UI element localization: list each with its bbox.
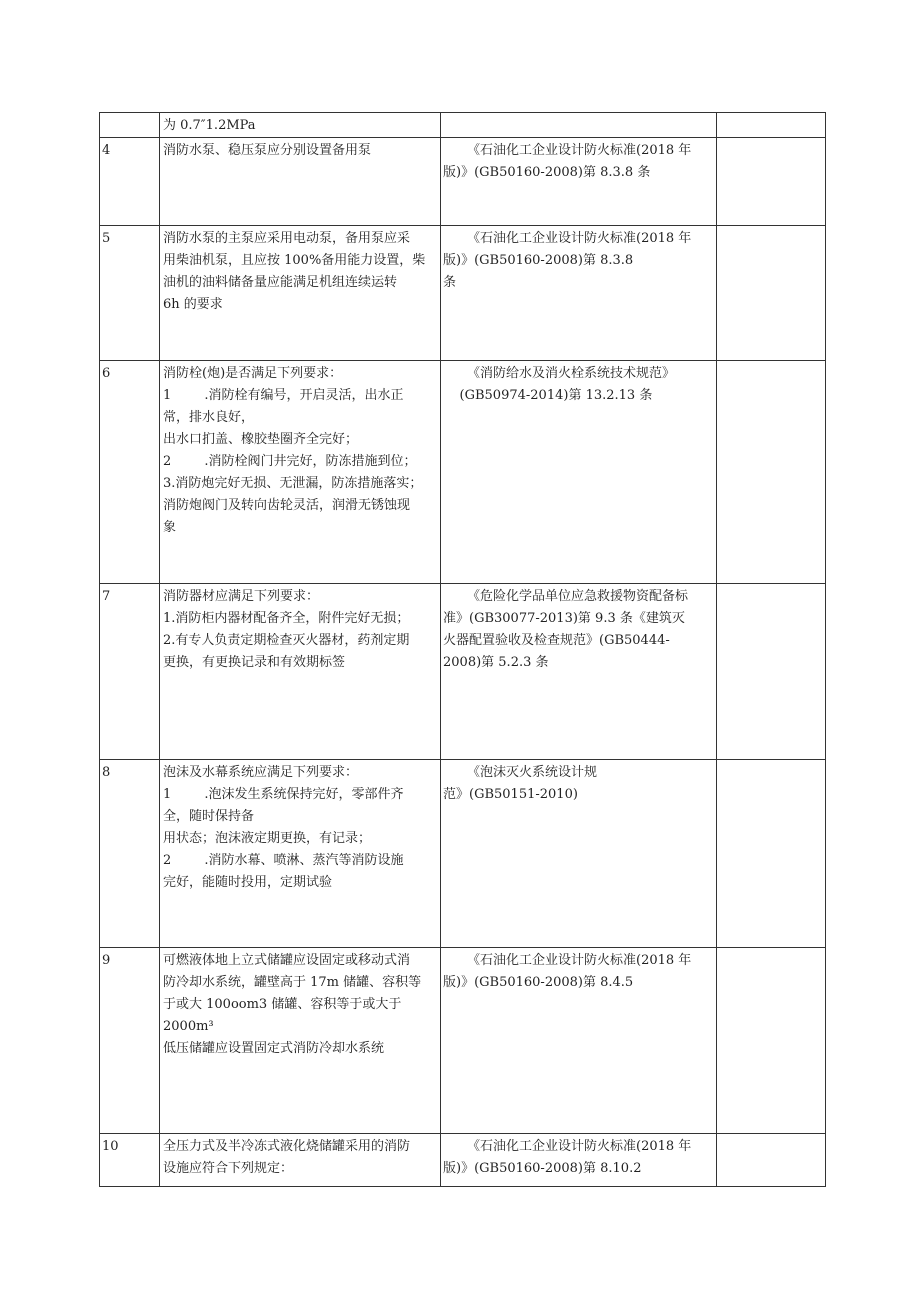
basis-cell xyxy=(441,584,717,760)
requirement-line: 6h 的要求 xyxy=(163,297,223,312)
requirement-line: 消防器材应满足下列要求： xyxy=(163,589,320,604)
requirement-line: 消防栓(炮)是否满足下列要求： xyxy=(163,366,343,381)
result-cell xyxy=(717,113,826,138)
requirement-line: 消防水泵的主泵应采用电动泵，备用泵应采 xyxy=(163,231,411,246)
basis-line: 版)》(GB50160-2008)第 8.3.8 条 xyxy=(443,165,651,180)
result-cell xyxy=(717,948,826,1134)
result-cell xyxy=(717,226,826,361)
inspection-table xyxy=(99,112,826,1187)
table-row xyxy=(100,948,826,1134)
requirement-line: 于或大 100oom3 储罐、容积等于或大于 xyxy=(163,997,402,1012)
basis-line: 《泡沫灭火系统设计规 xyxy=(467,765,598,780)
basis-line: 版)》(GB50160-2008)第 8.3.8 xyxy=(443,253,634,268)
basis-line: 《石油化工企业设计防火标准(2018 年 xyxy=(467,231,692,246)
requirement-line: 全压力式及半冷冻式液化烧储罐采用的消防 xyxy=(163,1139,411,1154)
requirement-line: 油机的油料储备量应能满足机组连续运转 xyxy=(163,275,398,290)
result-cell xyxy=(717,760,826,948)
basis-line: 火器配置验收及检查规范》(GB50444- xyxy=(443,633,670,648)
requirement-line: 消防水泵、稳压泵应分别设置备用泵 xyxy=(163,143,372,158)
basis-cell xyxy=(441,760,717,948)
item-number xyxy=(100,113,160,138)
basis-line: 《石油化工企业设计防火标准(2018 年 xyxy=(467,953,692,968)
requirement-line: 消防炮阀门及转向齿轮灵活，润滑无锈蚀现 xyxy=(163,498,411,513)
requirement-line: 防冷却水系统，罐壁高于 17m 储罐、容积等 xyxy=(163,975,422,990)
requirement-line: 更换，有更换记录和有效期标签 xyxy=(163,655,346,670)
basis-line: 2008)第 5.2.3 条 xyxy=(443,655,549,670)
table-row xyxy=(100,226,826,361)
result-cell xyxy=(717,584,826,760)
table-row xyxy=(100,138,826,226)
item-number: 8 xyxy=(100,760,160,948)
basis-line: 条 xyxy=(443,275,457,290)
basis-line: 《石油化工企业设计防火标准(2018 年 xyxy=(467,1139,692,1154)
basis-cell xyxy=(441,113,717,138)
table-row xyxy=(100,361,826,584)
item-number: 6 xyxy=(100,361,160,584)
item-number: 5 xyxy=(100,226,160,361)
requirement-line: 象 xyxy=(163,520,177,535)
requirement-line: 用状态；泡沫液定期更换，有记录； xyxy=(163,831,372,846)
requirement-line: 1 .消防栓有编号，开启灵活，出水正 xyxy=(163,388,404,403)
requirement-line: 1 .泡沫发生系统保持完好，零部件齐 xyxy=(163,787,404,802)
basis-line: 版)》(GB50160-2008)第 8.10.2 xyxy=(443,1161,642,1176)
basis-cell xyxy=(441,226,717,361)
basis-line: 范》(GB50151-2010) xyxy=(443,787,578,802)
requirement-line: 为 0.7″1.2MPa xyxy=(163,118,256,133)
item-number: 9 xyxy=(100,948,160,1134)
basis-cell xyxy=(441,361,717,584)
result-cell xyxy=(717,361,826,584)
table-row xyxy=(100,113,826,138)
result-cell xyxy=(717,138,826,226)
result-cell xyxy=(717,1134,826,1187)
basis-cell xyxy=(441,948,717,1134)
requirement-line: 完好，能随时投用，定期试验 xyxy=(163,875,333,890)
table-row xyxy=(100,760,826,948)
requirement-line: 可燃液体地上立式储罐应设固定或移动式消 xyxy=(163,953,411,968)
requirement-line: 2.有专人负责定期检查灭火器材，药剂定期 xyxy=(163,633,410,648)
basis-line: 《消防给水及消火栓系统技术规范》 xyxy=(467,366,676,381)
basis-line: 准》(GB30077-2013)第 9.3 条《建筑灭 xyxy=(443,611,685,626)
requirement-cell xyxy=(160,138,441,226)
requirement-cell xyxy=(160,361,441,584)
requirement-cell xyxy=(160,760,441,948)
requirement-line: 出水口扪盖、橡胶垫圈齐全完好； xyxy=(163,432,359,447)
requirement-cell xyxy=(160,948,441,1134)
basis-line: (GB50974-2014)第 13.2.13 条 xyxy=(443,388,653,403)
requirement-line: 1.消防柜内器材配备齐全，附件完好无损； xyxy=(163,611,410,626)
requirement-line: 2000m³ xyxy=(163,1019,214,1034)
basis-line: 《危险化学品单位应急救援物资配备标 xyxy=(467,589,689,604)
basis-cell xyxy=(441,1134,717,1187)
item-number: 4 xyxy=(100,138,160,226)
requirement-line: 常，排水良好， xyxy=(163,410,255,425)
basis-line: 版)》(GB50160-2008)第 8.4.5 xyxy=(443,975,634,990)
basis-cell xyxy=(441,138,717,226)
requirement-line: 3.消防炮完好无损、无泄漏，防冻措施落实； xyxy=(163,476,423,491)
requirement-cell xyxy=(160,226,441,361)
requirement-cell xyxy=(160,584,441,760)
requirement-cell xyxy=(160,1134,441,1187)
item-number: 10 xyxy=(100,1134,160,1187)
table-row xyxy=(100,1134,826,1187)
item-number: 7 xyxy=(100,584,160,760)
requirement-line: 用柴油机泵，且应按 100%备用能力设置，柴 xyxy=(163,253,426,268)
requirement-line: 泡沫及水幕系统应满足下列要求： xyxy=(163,765,359,780)
basis-line: 《石油化工企业设计防火标准(2018 年 xyxy=(467,143,692,158)
requirement-line: 2 .消防栓阀门井完好，防冻措施到位； xyxy=(163,454,417,469)
requirement-line: 2 .消防水幕、喷淋、蒸汽等消防设施 xyxy=(163,853,404,868)
requirement-line: 低压储罐应设置固定式消防冷却水系统 xyxy=(163,1041,385,1056)
requirement-line: 设施应符合下列规定： xyxy=(163,1161,294,1176)
requirement-line: 全，随时保持备 xyxy=(163,809,255,824)
table-row xyxy=(100,584,826,760)
requirement-cell xyxy=(160,113,441,138)
